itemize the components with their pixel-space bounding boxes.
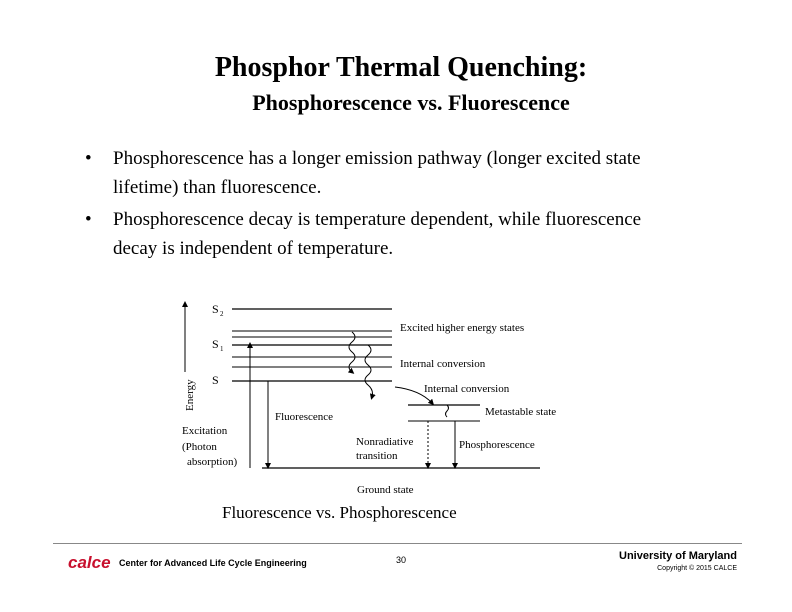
- s0-label: S: [212, 373, 219, 387]
- bullet-symbol: •: [85, 148, 92, 169]
- diagram-caption: Fluorescence vs. Phosphorescence: [222, 503, 457, 522]
- bullet-text: Phosphorescence has a longer emission pathway (longer excited state lifetime) than fluorescence.: [113, 148, 641, 198]
- excitation-label: (Photon: [182, 441, 217, 453]
- s1-label: S: [212, 337, 219, 351]
- internal-conversion-label: Internal conversion: [424, 383, 510, 395]
- excitation-label: absorption): [187, 456, 238, 468]
- calce-logo: calce: [68, 553, 111, 572]
- bullet-symbol: •: [85, 209, 92, 230]
- metastable-label: Metastable state: [485, 406, 557, 418]
- slide-title: Phosphor Thermal Quenching:: [214, 52, 588, 83]
- internal-conversion-label: Internal conversion: [400, 358, 486, 370]
- bullet-text: Phosphorescence decay is temperature dependent, while fluorescence decay is independent of temperature.: [113, 209, 642, 259]
- nonradiative-label: Nonradiative: [356, 436, 414, 448]
- footer-rule: [53, 543, 742, 544]
- s2-label: S: [212, 302, 219, 316]
- internal-conversion-wave: [349, 332, 355, 372]
- nonradiative-label: transition: [356, 450, 398, 462]
- excited-states-label: Excited higher energy states: [400, 322, 525, 334]
- copyright: Copyright © 2015 CALCE: [657, 565, 737, 572]
- internal-conversion-wave: [365, 345, 373, 397]
- page-number: 30: [396, 555, 407, 565]
- phosphorescence-label: Phosphorescence: [459, 439, 535, 451]
- center-name: Center for Advanced Life Cycle Engineering: [119, 558, 307, 568]
- s1-subscript: 1: [220, 345, 224, 353]
- metastable-wave: [446, 405, 449, 417]
- slide-subtitle: Phosphorescence vs. Fluorescence: [252, 90, 570, 115]
- university-name: University of Maryland: [619, 550, 737, 562]
- fluorescence-label: Fluorescence: [275, 411, 334, 423]
- excitation-label: Excitation: [182, 425, 228, 437]
- s2-subscript: 2: [220, 310, 224, 318]
- ground-state-label: Ground state: [357, 484, 414, 496]
- energy-axis-label: Energy: [184, 379, 196, 411]
